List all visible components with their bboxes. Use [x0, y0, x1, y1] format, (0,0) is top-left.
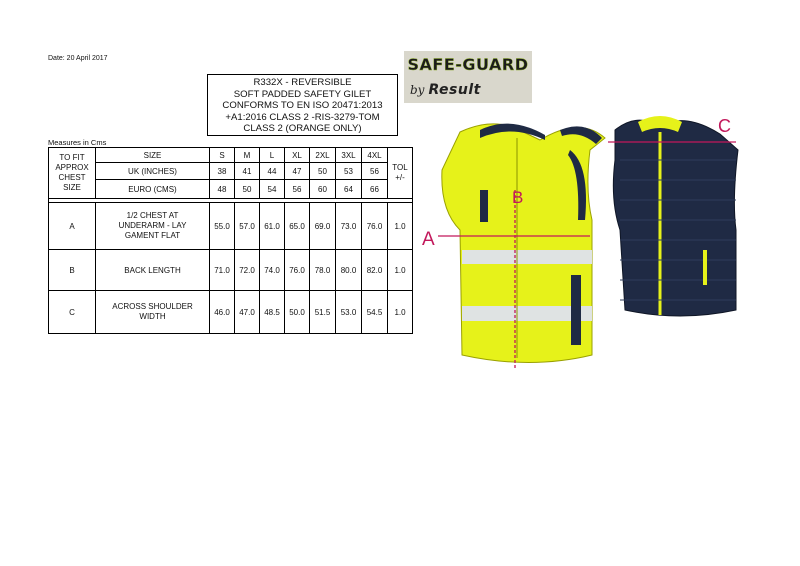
size-header: L	[260, 148, 285, 163]
gilet-measurement-figure	[420, 110, 740, 375]
title-line: CLASS 2 (ORANGE ONLY)	[243, 123, 362, 134]
row-code: C	[49, 291, 96, 334]
row-value: 69.0	[310, 203, 336, 250]
row-value: 50.0	[285, 291, 310, 334]
label-b: B	[512, 188, 524, 207]
row-value: 76.0	[362, 203, 388, 250]
row-value: 54.5	[362, 291, 388, 334]
row-value: 73.0	[336, 203, 362, 250]
row-desc: BACK LENGTH	[96, 250, 210, 291]
row-desc: ACROSS SHOULDER WIDTH	[96, 291, 210, 334]
row-value: 55.0	[210, 203, 235, 250]
uk-value: 50	[310, 163, 336, 180]
size-header: 3XL	[336, 148, 362, 163]
row-value: 74.0	[260, 250, 285, 291]
row-value: 53.0	[336, 291, 362, 334]
row-value: 46.0	[210, 291, 235, 334]
row-value: 78.0	[310, 250, 336, 291]
size-header: S	[210, 148, 235, 163]
size-header: XL	[285, 148, 310, 163]
size-header: 4XL	[362, 148, 388, 163]
uk-label: UK (INCHES)	[96, 163, 210, 180]
logo-wordmark: SAFE-GUARD	[407, 55, 529, 74]
row-tol: 1.0	[388, 250, 413, 291]
title-line: SOFT PADDED SAFETY GILET	[233, 88, 372, 100]
euro-value: 48	[210, 180, 235, 199]
row-value: 80.0	[336, 250, 362, 291]
row-tol: 1.0	[388, 291, 413, 334]
title-line: R332X - REVERSIBLE	[253, 77, 352, 88]
product-title-box	[207, 74, 398, 136]
uk-value: 41	[235, 163, 260, 180]
title-line: +A1:2016 CLASS 2 -RIS-3279-TOM	[225, 111, 380, 123]
table-row	[49, 203, 413, 250]
measures-note: Measures in Cms	[48, 138, 107, 147]
row-tol: 1.0	[388, 203, 413, 250]
row-value: 71.0	[210, 250, 235, 291]
row-value: 61.0	[260, 203, 285, 250]
row-value: 51.5	[310, 291, 336, 334]
euro-value: 54	[260, 180, 285, 199]
safe-guard-logo	[404, 51, 532, 103]
logo-byline	[410, 82, 481, 98]
row-value: 57.0	[235, 203, 260, 250]
tol-label: TOL +/-	[388, 148, 413, 199]
euro-value: 66	[362, 180, 388, 199]
row-value: 76.0	[285, 250, 310, 291]
euro-value: 60	[310, 180, 336, 199]
uk-value: 47	[285, 163, 310, 180]
uk-value: 53	[336, 163, 362, 180]
logo-brand: Result	[428, 82, 481, 98]
uk-value: 44	[260, 163, 285, 180]
fit-label: TO FIT APPROX CHEST SIZE	[49, 148, 96, 199]
row-value: 47.0	[235, 291, 260, 334]
logo-by: by	[410, 83, 425, 97]
row-value: 72.0	[235, 250, 260, 291]
uk-value: 56	[362, 163, 388, 180]
table-row	[49, 291, 413, 334]
front-gilet-image	[442, 124, 605, 363]
table-row	[49, 250, 413, 291]
size-label: SIZE	[96, 148, 210, 163]
euro-label: EURO (CMS)	[96, 180, 210, 199]
row-value: 65.0	[285, 203, 310, 250]
euro-value: 64	[336, 180, 362, 199]
row-code: B	[49, 250, 96, 291]
date-text: Date: 20 April 2017	[48, 55, 108, 62]
row-value: 48.5	[260, 291, 285, 334]
size-header: M	[235, 148, 260, 163]
euro-value: 56	[285, 180, 310, 199]
row-desc: 1/2 CHEST AT UNDERARM - LAY GAMENT FLAT	[96, 203, 210, 250]
label-a: A	[422, 229, 435, 250]
row-value: 82.0	[362, 250, 388, 291]
label-c: C	[718, 116, 731, 136]
uk-value: 38	[210, 163, 235, 180]
back-gilet-image	[613, 116, 738, 316]
title-line: CONFORMS TO EN ISO 20471:2013	[222, 100, 383, 111]
size-chart-table	[48, 147, 413, 334]
euro-value: 50	[235, 180, 260, 199]
row-code: A	[49, 203, 96, 250]
size-header: 2XL	[310, 148, 336, 163]
